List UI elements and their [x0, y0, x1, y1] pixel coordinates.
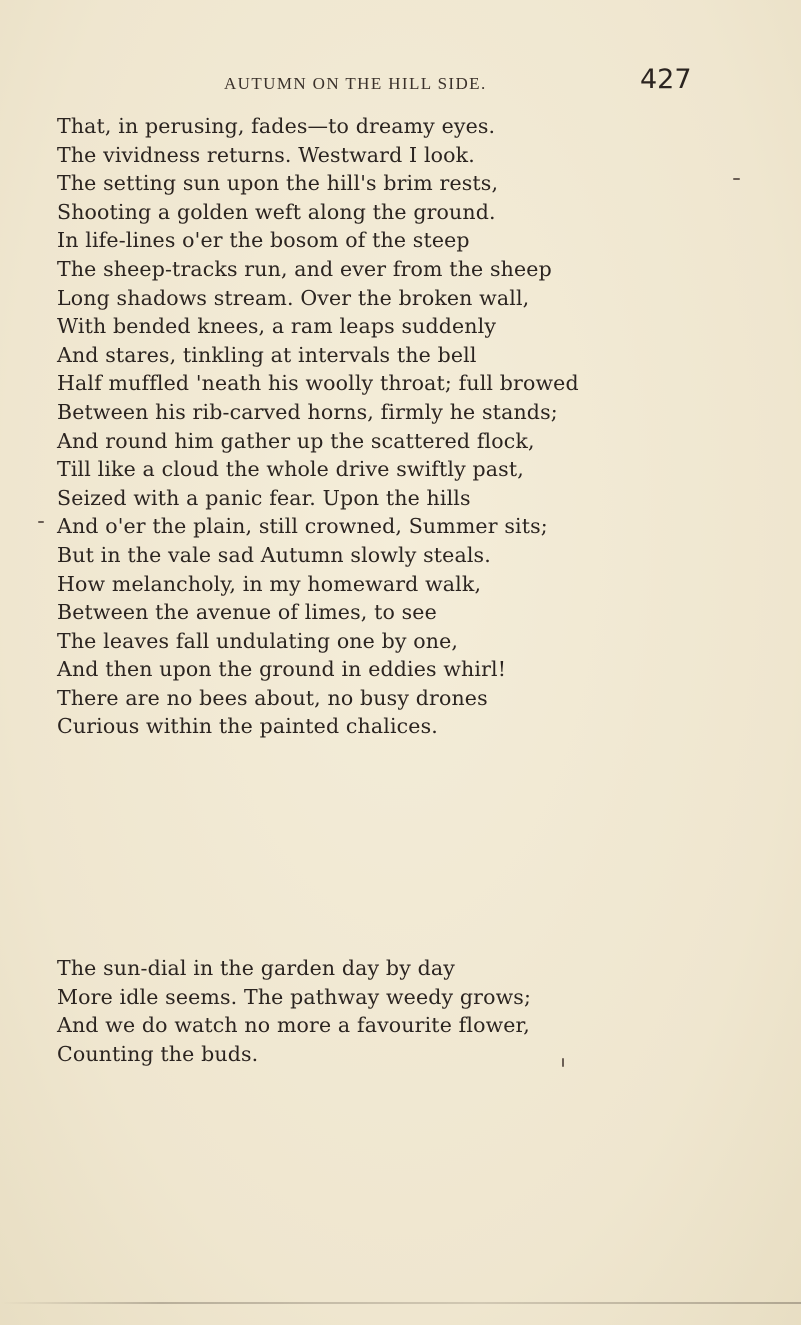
poem-line: Shooting a golden weft along the ground.	[57, 199, 496, 224]
poem-line: Counting the buds.	[57, 1041, 259, 1066]
poem-line: Long shadows stream. Over the broken wall,	[57, 285, 530, 310]
poem-line: Seized with a panic fear. Upon the hills	[57, 485, 471, 510]
poem-line: There are no bees about, no busy drones	[57, 685, 488, 710]
poem-line: In life-lines o'er the bosom of the steep	[57, 228, 470, 253]
page-number: 427	[640, 64, 692, 95]
poem-stanza-1	[57, 112, 777, 741]
poem-line: That, in perusing, fades—to dreamy eyes.	[57, 114, 496, 138]
poem-line: The sheep-tracks run, and ever from the sheep	[57, 256, 552, 281]
poem-line: More idle seems. The pathway weedy grows;	[57, 984, 532, 1009]
poem-line: And stares, tinkling at intervals the bell	[57, 342, 477, 367]
poem-line: Between the avenue of limes, to see	[57, 600, 437, 625]
poem-line: Between his rib-carved horns, firmly he stands;	[57, 399, 558, 424]
poem-line: Till like a cloud the whole drive swiftly past,	[57, 457, 524, 482]
ink-speck	[733, 178, 740, 180]
poem-line: The leaves fall undulating one by one,	[57, 628, 459, 653]
poem-line: The setting sun upon the hill's brim rests,	[57, 171, 499, 196]
poem-line: And round him gather up the scattered flock,	[57, 428, 535, 453]
page-edge-shadow	[0, 1302, 801, 1304]
poem-line: And we do watch no more a favourite flower,	[57, 1013, 530, 1038]
poem-line: And o'er the plain, still crowned, Summer sits;	[57, 514, 548, 539]
poem-stanza-2	[57, 954, 777, 1068]
ink-speck	[38, 521, 44, 523]
poem-line: The vividness returns. Westward I look.	[57, 142, 475, 167]
poem-line: The sun-dial in the garden day by day	[57, 956, 455, 980]
poem-line: Curious within the painted chalices.	[57, 714, 438, 739]
poem-line: With bended knees, a ram leaps suddenly	[57, 314, 497, 339]
poem-line: How melancholy, in my homeward walk,	[57, 571, 482, 596]
running-head: AUTUMN ON THE HILL SIDE.	[224, 74, 487, 93]
poem-line: And then upon the ground in eddies whirl!	[57, 657, 507, 682]
ink-speck	[562, 1058, 564, 1067]
poem-line: But in the vale sad Autumn slowly steals.	[57, 542, 491, 567]
poem-line: Half muffled 'neath his woolly throat; full browed	[57, 371, 579, 396]
